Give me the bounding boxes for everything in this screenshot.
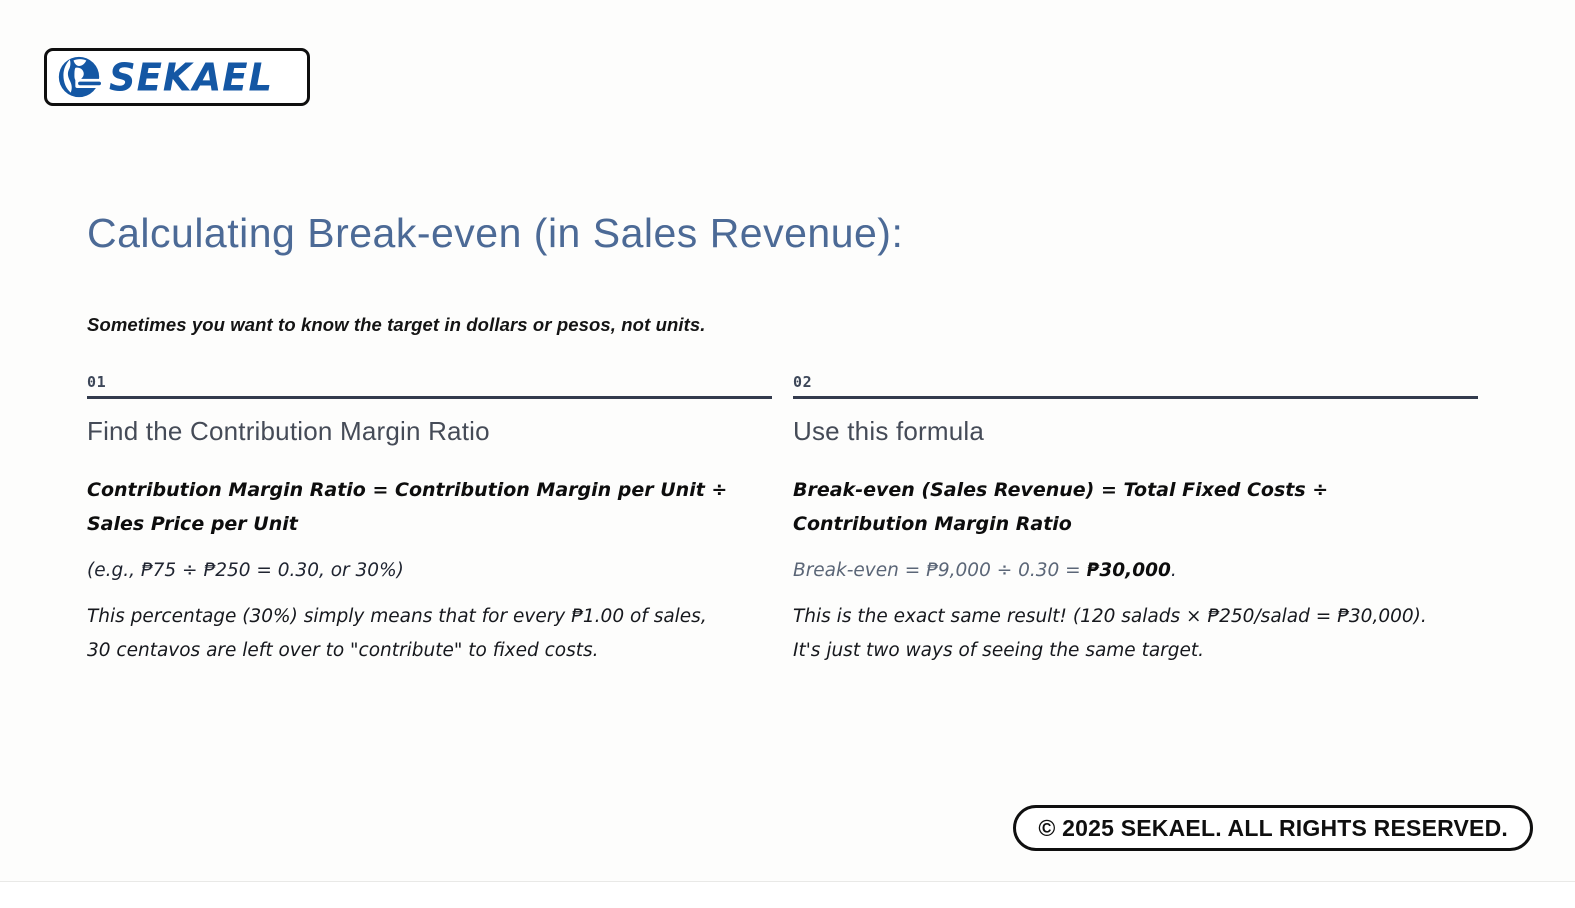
example-period: . xyxy=(1170,560,1177,581)
note-text: This is the exact same result! (120 salads × ₱250/salad = ₱30,000). It's just two ways of seeing the same target. xyxy=(793,606,1427,661)
logo-wordmark: SEKAEL xyxy=(109,54,274,100)
formula-text: Break-even (Sales Revenue) = Total Fixed Costs ÷ Contribution Margin Ratio xyxy=(793,479,1329,535)
globe-icon xyxy=(57,55,101,99)
sekael-logo xyxy=(44,48,310,106)
example-calculation: Break-even = ₱9,000 ÷ 0.30 = xyxy=(793,560,1087,581)
note-text: This percentage (30%) simply means that for every ₱1.00 of sales, 30 centavos are left over to "contribute" to fixed costs. xyxy=(87,606,707,661)
column-number: 02 xyxy=(793,373,813,391)
column-heading: Use this formula xyxy=(793,416,985,446)
column-rule xyxy=(793,396,1478,399)
page-subtitle: Sometimes you want to know the target in dollars or pesos, not units. xyxy=(87,314,706,335)
copyright-text: © 2025 SEKAEL. ALL RIGHTS RESERVED. xyxy=(1038,814,1508,841)
formula-text: Contribution Margin Ratio = Contribution Margin per Unit ÷ Sales Price per Unit xyxy=(87,479,728,535)
content-columns xyxy=(87,373,1478,668)
example-result: ₱30,000 xyxy=(1086,560,1171,581)
column-01 xyxy=(87,373,772,668)
column-rule xyxy=(87,396,772,399)
column-02 xyxy=(793,373,1478,668)
column-heading: Find the Contribution Margin Ratio xyxy=(87,416,490,446)
page-title: Calculating Break-even (in Sales Revenue): xyxy=(87,210,904,256)
copyright-badge xyxy=(1013,805,1533,851)
column-number: 01 xyxy=(87,373,107,391)
example-text xyxy=(793,554,1478,588)
example-text: (e.g., ₱75 ÷ ₱250 = 0.30, or 30%) xyxy=(87,560,404,581)
